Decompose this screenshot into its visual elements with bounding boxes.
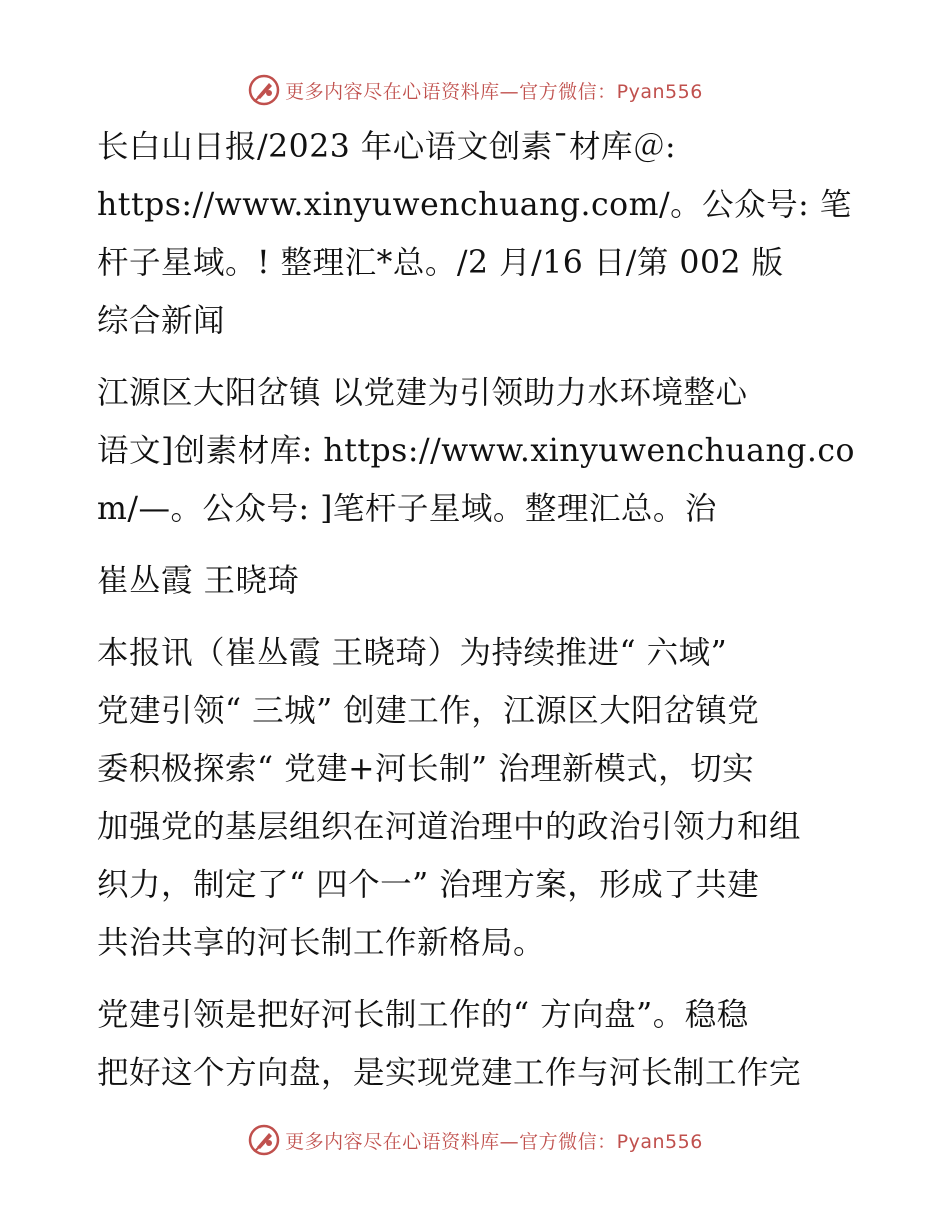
text-line: 综合新闻: [97, 303, 226, 339]
text-line: 共治共享的河长制工作新格局。: [97, 925, 546, 961]
footer-watermark: [0, 1120, 950, 1160]
text-line: 长白山日报/2023 年心语文创素¯材库＠:: [97, 129, 677, 165]
dateline-paragraph: [97, 118, 857, 350]
text-line: 织力，制定了“ 四个一” 治理方案，形成了共建: [97, 867, 760, 903]
text-line: m/—。公众号: ]笔杆子星域。整理汇总。治: [97, 491, 717, 527]
text-line: 崔丛霞 王晓琦: [97, 563, 300, 599]
text-line: 党建引领“ 三城” 创建工作，江源区大阳岔镇党: [97, 693, 760, 729]
headline-paragraph: [97, 364, 857, 538]
watermark-text: 更多内容尽在心语资料库—官方微信：Pyan556: [285, 1130, 703, 1153]
text-line: https://www.xinyuwenchuang.com/。公众号: 笔: [97, 187, 852, 223]
body-paragraph: [97, 624, 857, 972]
header-watermark: [0, 70, 950, 110]
text-line: 把好这个方向盘，是实现党建工作与河长制工作完: [97, 1055, 802, 1091]
byline-paragraph: [97, 552, 857, 610]
red-quill-seal-icon: [247, 73, 281, 107]
text-line: 语文]创素材库: https://www.xinyuwenchuang.co: [97, 433, 856, 469]
text-line: 党建引领是把好河长制工作的“ 方向盘”。稳稳: [97, 997, 749, 1033]
body-paragraph: [97, 986, 857, 1102]
text-line: 江源区大阳岔镇 以党建为引领助力水环境整心: [97, 375, 748, 411]
watermark-text: 更多内容尽在心语资料库—官方微信：Pyan556: [285, 80, 703, 103]
text-line: 加强党的基层组织在河道治理中的政治引领力和组: [97, 809, 802, 845]
text-line: 委积极探索“ 党建+河长制” 治理新模式，切实: [97, 751, 755, 787]
text-line: 本报讯（崔丛霞 王晓琦）为持续推进“ 六域”: [97, 635, 728, 671]
text-line: 杆子星域。! 整理汇*总。/2 月/16 日/第 002 版: [97, 245, 784, 281]
article-body: [97, 118, 857, 1102]
red-quill-seal-icon: [247, 1123, 281, 1157]
